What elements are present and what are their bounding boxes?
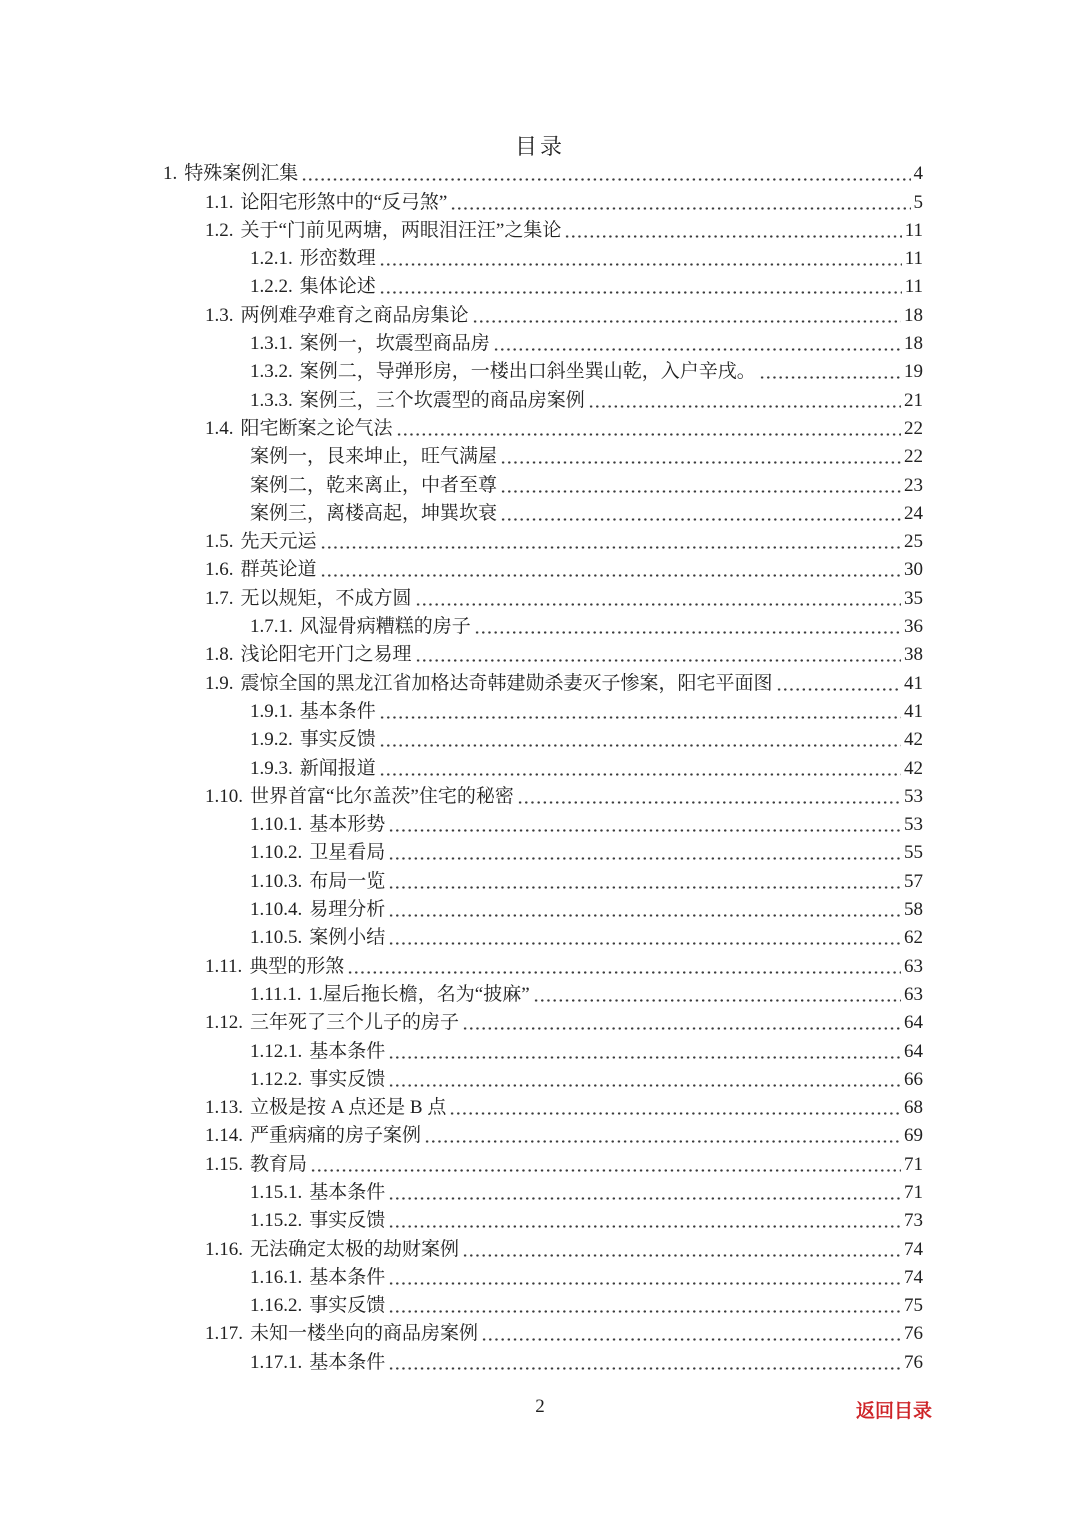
toc-dot-leader bbox=[493, 348, 901, 351]
toc-entry-page: 66 bbox=[904, 1068, 923, 1090]
toc-dot-leader bbox=[517, 801, 901, 804]
toc-entry-title: 基本条件 bbox=[309, 1181, 386, 1203]
toc-entry-page: 42 bbox=[904, 757, 923, 779]
toc-entry[interactable] bbox=[163, 666, 923, 694]
toc-entry-title: 基本条件 bbox=[309, 1266, 386, 1288]
toc-entry-page: 5 bbox=[913, 191, 923, 213]
toc-entry[interactable] bbox=[163, 497, 923, 525]
toc-dot-leader bbox=[310, 1169, 901, 1172]
toc-entry-number: 1.10.4. bbox=[250, 899, 303, 921]
toc-entry[interactable] bbox=[163, 921, 923, 949]
toc-entry-number: 1.9.1. bbox=[250, 700, 293, 722]
toc-entry-title: 事实反馈 bbox=[309, 1295, 386, 1317]
toc-entry-page: 68 bbox=[904, 1097, 923, 1119]
toc-dot-leader bbox=[320, 546, 901, 549]
toc-entry-title: 事实反馈 bbox=[299, 729, 376, 751]
toc-entry[interactable] bbox=[163, 1006, 923, 1034]
toc-dot-leader bbox=[379, 773, 901, 776]
toc-entry-title: 易理分析 bbox=[309, 899, 386, 921]
toc-entry[interactable] bbox=[163, 1176, 923, 1204]
toc-entry[interactable] bbox=[163, 581, 923, 609]
toc-entry[interactable] bbox=[163, 780, 923, 808]
toc-entry-page: 4 bbox=[913, 163, 923, 185]
toc-entry-number: 1.3.2. bbox=[250, 361, 293, 383]
toc-entry-title: 案例二，导弹形房，一楼出口斜坐巽山乾，入户辛戌。 bbox=[299, 361, 756, 383]
toc-dot-leader bbox=[388, 942, 901, 945]
toc-entry[interactable] bbox=[163, 214, 923, 242]
toc-entry-page: 64 bbox=[904, 1040, 923, 1062]
toc-entry-page: 35 bbox=[904, 587, 923, 609]
toc-entry-title: 未知一楼坐向的商品房案例 bbox=[250, 1323, 479, 1345]
toc-dot-leader bbox=[564, 235, 901, 238]
toc-dot-leader bbox=[396, 433, 901, 436]
toc-entry[interactable] bbox=[163, 412, 923, 440]
toc-entry-number: 1.10.1. bbox=[250, 814, 303, 836]
toc-dot-leader bbox=[388, 1225, 901, 1228]
toc-entry-number: 1.2. bbox=[205, 219, 234, 241]
toc-entry-number: 1.3. bbox=[205, 304, 234, 326]
footer-page-number: 2 bbox=[535, 1396, 545, 1417]
toc-entry-number: 1.15. bbox=[205, 1153, 243, 1175]
toc-entry[interactable] bbox=[163, 1204, 923, 1232]
toc-dot-leader bbox=[776, 688, 901, 691]
toc-entry-page: 63 bbox=[904, 983, 923, 1005]
toc-entry-number: 1.14. bbox=[205, 1125, 243, 1147]
toc-entry[interactable] bbox=[163, 157, 923, 185]
toc-entry-number: 1.2.1. bbox=[250, 248, 293, 270]
toc-entry-number: 1.12. bbox=[205, 1012, 243, 1034]
toc-dot-leader bbox=[481, 1338, 901, 1341]
toc-entry-title: 严重病痛的房子案例 bbox=[250, 1125, 422, 1147]
toc-dot-leader bbox=[388, 857, 901, 860]
toc-entry-title: 事实反馈 bbox=[309, 1210, 386, 1232]
toc-entry-title: 案例三，三个坎震型的商品房案例 bbox=[299, 389, 585, 411]
toc-entry[interactable] bbox=[163, 978, 923, 1006]
toc-entry-title: 浅论阳宅开门之易理 bbox=[240, 644, 412, 666]
toc-entry[interactable] bbox=[163, 864, 923, 892]
toc-entry-title: 1.屋后拖长檐，名为“披麻” bbox=[308, 983, 530, 1005]
toc-entry-title: 案例一，艮来坤止，旺气满屋 bbox=[250, 446, 498, 468]
toc-entry-title: 典型的形煞 bbox=[249, 955, 345, 977]
toc-entry-page: 38 bbox=[904, 644, 923, 666]
toc-entry-page: 21 bbox=[904, 389, 923, 411]
toc-list bbox=[163, 157, 923, 1374]
toc-dot-leader bbox=[388, 1084, 901, 1087]
toc-entry-number: 1.1. bbox=[205, 191, 234, 213]
toc-entry[interactable] bbox=[163, 553, 923, 581]
toc-dot-leader bbox=[449, 1112, 901, 1115]
toc-entry[interactable] bbox=[163, 808, 923, 836]
toc-entry-title: 事实反馈 bbox=[309, 1068, 386, 1090]
toc-entry-number: 1.5. bbox=[205, 531, 234, 553]
toc-entry[interactable] bbox=[163, 1147, 923, 1175]
toc-entry-page: 42 bbox=[904, 729, 923, 751]
toc-entry[interactable] bbox=[163, 1345, 923, 1373]
toc-entry-title: 基本形势 bbox=[309, 814, 386, 836]
toc-entry-number: 1.11. bbox=[205, 955, 243, 977]
toc-entry-number: 1.6. bbox=[205, 559, 234, 581]
toc-entry-page: 30 bbox=[904, 559, 923, 581]
toc-dot-leader bbox=[301, 178, 910, 181]
toc-dot-leader bbox=[500, 490, 901, 493]
toc-dot-leader bbox=[379, 291, 902, 294]
toc-dot-leader bbox=[500, 518, 901, 521]
toc-entry[interactable] bbox=[163, 1261, 923, 1289]
toc-entry-number: 1.17. bbox=[205, 1323, 243, 1345]
toc-entry-number: 1.3.1. bbox=[250, 333, 293, 355]
toc-entry-page: 41 bbox=[904, 700, 923, 722]
toc-entry-page: 53 bbox=[904, 785, 923, 807]
toc-entry-page: 63 bbox=[904, 955, 923, 977]
toc-entry-page: 71 bbox=[904, 1181, 923, 1203]
toc-entry-page: 76 bbox=[904, 1323, 923, 1345]
toc-entry-title: 案例一，坎震型商品房 bbox=[299, 333, 490, 355]
toc-entry[interactable] bbox=[163, 355, 923, 383]
toc-entry[interactable] bbox=[163, 610, 923, 638]
toc-dot-leader bbox=[388, 1282, 901, 1285]
toc-entry-title: 案例小结 bbox=[309, 927, 386, 949]
toc-entry-title: 世界首富“比尔盖茨”住宅的秘密 bbox=[250, 785, 514, 807]
toc-entry-title: 两例难孕难育之商品房集论 bbox=[240, 304, 469, 326]
toc-entry[interactable] bbox=[163, 638, 923, 666]
toc-entry[interactable] bbox=[163, 1119, 923, 1147]
toc-entry[interactable] bbox=[163, 695, 923, 723]
toc-entry-title: 集体论述 bbox=[299, 276, 376, 298]
toc-entry[interactable] bbox=[163, 1232, 923, 1260]
toc-dot-leader bbox=[320, 574, 901, 577]
toc-entry-title: 立极是按 A 点还是 B 点 bbox=[250, 1097, 447, 1119]
toc-dot-leader bbox=[388, 1310, 901, 1313]
toc-dot-leader bbox=[474, 631, 901, 634]
toc-entry-title: 案例二，乾来离止，中者至尊 bbox=[250, 474, 498, 496]
toc-entry[interactable] bbox=[163, 949, 923, 977]
toc-entry-page: 36 bbox=[904, 616, 923, 638]
toc-entry-page: 24 bbox=[904, 502, 923, 524]
toc-entry-title: 形峦数理 bbox=[299, 248, 376, 270]
toc-dot-leader bbox=[500, 461, 901, 464]
toc-entry-page: 58 bbox=[904, 899, 923, 921]
toc-entry-number: 1.10.5. bbox=[250, 927, 303, 949]
toc-entry-title: 阳宅断案之论气法 bbox=[240, 417, 393, 439]
toc-entry[interactable] bbox=[163, 327, 923, 355]
toc-entry-number: 1.10.3. bbox=[250, 870, 303, 892]
toc-dot-leader bbox=[424, 1140, 901, 1143]
toc-entry-page: 25 bbox=[904, 531, 923, 553]
toc-entry-number: 1.10.2. bbox=[250, 842, 303, 864]
toc-entry[interactable] bbox=[163, 525, 923, 553]
toc-dot-leader bbox=[388, 1197, 901, 1200]
toc-entry-number: 1.8. bbox=[205, 644, 234, 666]
toc-entry-number: 1.7. bbox=[205, 587, 234, 609]
toc-entry-title: 无以规矩，不成方圆 bbox=[240, 587, 412, 609]
toc-dot-leader bbox=[388, 914, 901, 917]
toc-entry-number: 1.9.3. bbox=[250, 757, 293, 779]
toc-entry[interactable] bbox=[163, 1317, 923, 1345]
toc-entry-page: 19 bbox=[904, 361, 923, 383]
toc-dot-leader bbox=[588, 405, 901, 408]
toc-entry-page: 69 bbox=[904, 1125, 923, 1147]
toc-entry-number: 1.3.3. bbox=[250, 389, 293, 411]
toc-entry-page: 41 bbox=[904, 672, 923, 694]
toc-entry-page: 23 bbox=[904, 474, 923, 496]
toc-entry-page: 55 bbox=[904, 842, 923, 864]
toc-entry[interactable] bbox=[163, 1063, 923, 1091]
toc-entry[interactable] bbox=[163, 836, 923, 864]
toc-dot-leader bbox=[388, 886, 901, 889]
toc-entry[interactable] bbox=[163, 242, 923, 270]
toc-dot-leader bbox=[379, 263, 902, 266]
toc-entry-number: 1.12.1. bbox=[250, 1040, 303, 1062]
toc-entry-number: 1.11.1. bbox=[250, 983, 302, 1005]
toc-entry[interactable] bbox=[163, 751, 923, 779]
toc-entry[interactable] bbox=[163, 185, 923, 213]
toc-entry-title: 关于“门前见两塘，两眼泪汪汪”之集论 bbox=[240, 219, 562, 241]
toc-dot-leader bbox=[759, 376, 901, 379]
toc-entry-page: 11 bbox=[904, 248, 923, 270]
toc-entry-number: 1.16.2. bbox=[250, 1295, 303, 1317]
toc-dot-leader bbox=[388, 1367, 901, 1370]
toc-entry-page: 76 bbox=[904, 1351, 923, 1373]
toc-entry[interactable] bbox=[163, 1091, 923, 1119]
toc-entry-page: 71 bbox=[904, 1153, 923, 1175]
toc-entry-page: 11 bbox=[904, 276, 923, 298]
toc-dot-leader bbox=[533, 999, 901, 1002]
toc-dot-leader bbox=[388, 829, 901, 832]
toc-dot-leader bbox=[379, 716, 901, 719]
toc-dot-leader bbox=[415, 659, 901, 662]
toc-entry-page: 75 bbox=[904, 1295, 923, 1317]
toc-entry-title: 卫星看局 bbox=[309, 842, 386, 864]
toc-dot-leader bbox=[415, 603, 901, 606]
toc-entry-number: 1.15.1. bbox=[250, 1181, 303, 1203]
toc-entry[interactable] bbox=[163, 298, 923, 326]
toc-entry[interactable] bbox=[163, 1289, 923, 1317]
toc-dot-leader bbox=[472, 320, 901, 323]
toc-dot-leader bbox=[388, 1056, 901, 1059]
toc-entry-number: 1.15.2. bbox=[250, 1210, 303, 1232]
toc-entry-number: 1.9. bbox=[205, 672, 234, 694]
toc-entry-number: 1.7.1. bbox=[250, 616, 293, 638]
toc-entry-title: 基本条件 bbox=[309, 1351, 386, 1373]
toc-dot-leader bbox=[450, 207, 910, 210]
toc-entry-title: 新闻报道 bbox=[299, 757, 376, 779]
toc-entry-page: 53 bbox=[904, 814, 923, 836]
toc-entry-page: 62 bbox=[904, 927, 923, 949]
toc-entry-title: 基本条件 bbox=[299, 700, 376, 722]
toc-entry-page: 18 bbox=[904, 304, 923, 326]
toc-entry[interactable] bbox=[163, 893, 923, 921]
toc-entry-page: 73 bbox=[904, 1210, 923, 1232]
toc-entry[interactable] bbox=[163, 1034, 923, 1062]
toc-entry-title: 震惊全国的黑龙江省加格达奇韩建勋杀妻灭子惨案，阳宅平面图 bbox=[240, 672, 773, 694]
toc-entry-number: 1.17.1. bbox=[250, 1351, 303, 1373]
toc-title: 目录 bbox=[514, 134, 565, 159]
toc-entry-title: 群英论道 bbox=[240, 559, 317, 581]
return-to-toc-link[interactable]: 返回目录 bbox=[855, 1401, 932, 1422]
toc-entry-page: 74 bbox=[904, 1266, 923, 1288]
toc-entry-title: 先天元运 bbox=[240, 531, 317, 553]
toc-entry-title: 布局一览 bbox=[309, 870, 386, 892]
toc-entry-title: 案例三，离楼高起，坤巽坎衰 bbox=[250, 502, 498, 524]
toc-entry-title: 教育局 bbox=[250, 1153, 308, 1175]
toc-entry-number: 1.16.1. bbox=[250, 1266, 303, 1288]
toc-dot-leader bbox=[379, 744, 901, 747]
toc-entry[interactable] bbox=[163, 270, 923, 298]
toc-dot-leader bbox=[347, 971, 901, 974]
toc-entry-number: 1.13. bbox=[205, 1097, 243, 1119]
toc-entry-number: 1.12.2. bbox=[250, 1068, 303, 1090]
toc-entry[interactable] bbox=[163, 723, 923, 751]
toc-entry-page: 22 bbox=[904, 446, 923, 468]
toc-entry-title: 特殊案例汇集 bbox=[184, 163, 299, 185]
toc-dot-leader bbox=[462, 1027, 901, 1030]
toc-entry-number: 1.16. bbox=[205, 1238, 243, 1260]
toc-entry-number: 1.2.2. bbox=[250, 276, 293, 298]
toc-entry-page: 11 bbox=[904, 219, 923, 241]
toc-entry-title: 三年死了三个儿子的房子 bbox=[250, 1012, 460, 1034]
toc-entry-page: 57 bbox=[904, 870, 923, 892]
toc-entry[interactable] bbox=[163, 383, 923, 411]
toc-entry-page: 22 bbox=[904, 417, 923, 439]
toc-entry-number: 1.10. bbox=[205, 785, 243, 807]
toc-entry-page: 18 bbox=[904, 333, 923, 355]
toc-entry-title: 论阳宅形煞中的“反弓煞” bbox=[240, 191, 448, 213]
toc-entry-title: 无法确定太极的劫财案例 bbox=[250, 1238, 460, 1260]
toc-dot-leader bbox=[462, 1254, 901, 1257]
toc-entry-number: 1.4. bbox=[205, 417, 234, 439]
toc-entry-title: 基本条件 bbox=[309, 1040, 386, 1062]
toc-entry-number: 1.9.2. bbox=[250, 729, 293, 751]
toc-entry-page: 64 bbox=[904, 1012, 923, 1034]
toc-entry[interactable] bbox=[163, 468, 923, 496]
toc-entry-page: 74 bbox=[904, 1238, 923, 1260]
toc-entry-title: 风湿骨病糟糕的房子 bbox=[299, 616, 471, 638]
toc-entry[interactable] bbox=[163, 440, 923, 468]
toc-entry-number: 1. bbox=[163, 163, 178, 185]
